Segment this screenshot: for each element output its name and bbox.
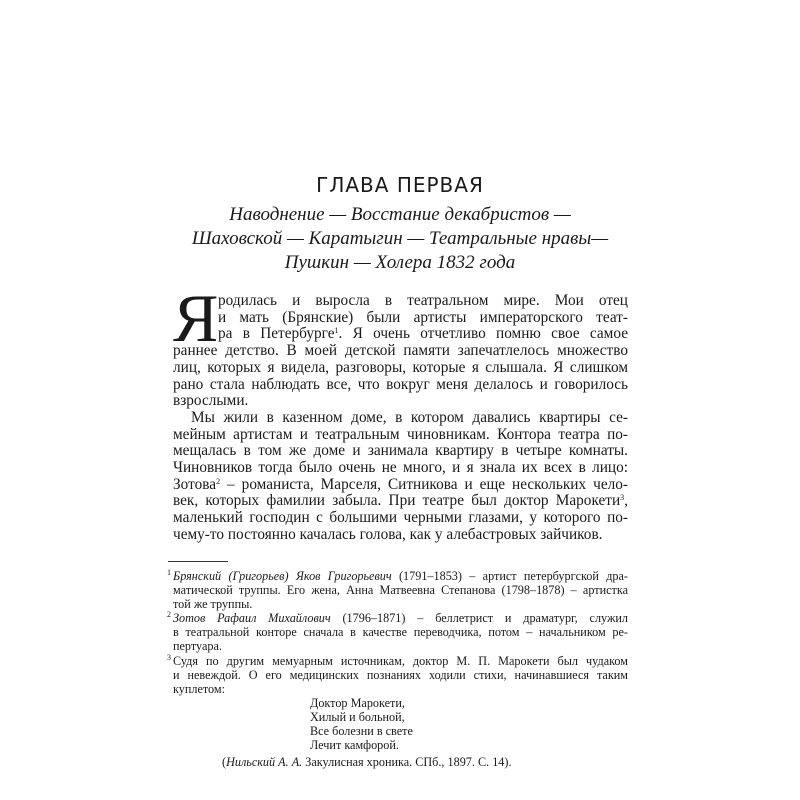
footnote-3 <box>167 652 628 668</box>
text-line: в театральной конторе сначала в качестве переводчика, потом – начальником ре- <box>173 625 628 640</box>
citation-text: Закулисная хроника. СПб., 1897. С. 14). <box>302 755 512 770</box>
text-line: раннее детство. В моей детской памяти запечатлелось множество <box>173 342 628 360</box>
text-line: и невеждой. О его медицинских познаниях ходили стихи, начинавшиеся таким <box>173 667 628 682</box>
footnotes <box>167 568 628 770</box>
text-line: матической труппы. Его жена, Анна Матвеевна Степанова (1798–1878) – артистка <box>173 583 628 598</box>
text: ра в Петербурге <box>218 325 335 343</box>
text: , <box>624 492 628 510</box>
text: . Я очень отчетливо помню свое самое <box>338 325 628 343</box>
footnote-number: 1 <box>167 568 171 577</box>
text-line <box>173 326 628 343</box>
text-line <box>173 477 628 494</box>
chapter-subtitle-line: Шаховской — Каратыгин — Театральные нравы— <box>191 228 609 249</box>
text-line: и мать (Брянские) были артисты императорского теат- <box>218 308 628 326</box>
footnote-1 <box>167 568 628 583</box>
text-line: куплетом: <box>173 681 225 696</box>
footnote-number: 2 <box>167 610 171 620</box>
text-line: Чиновников тогда было очень не много, и я знала их всех в лицо: <box>173 459 628 477</box>
text-line: рано стала наблюдать все, что вокруг меня делалось и говорилось <box>173 375 628 393</box>
poem-line: Лечит камфорой. <box>310 738 399 753</box>
footnote-separator <box>168 561 228 562</box>
text: Зотова <box>173 475 217 493</box>
text-line: лиц, которых я видела, разговоры, которые я слышала. Я слишком <box>173 358 628 376</box>
text-line: чему-то постоянно качалась голова, как у алебастровых зайчиков. <box>173 525 603 543</box>
poem-line: Все болезни в свете <box>310 724 413 739</box>
text-line: взрослыми. <box>173 392 249 410</box>
citation-author: Нильский А. А. <box>226 755 303 770</box>
chapter-subtitle-line: Наводнение — Восстание декабристов — <box>229 204 571 225</box>
text-line: Мы жили в казенном доме, в котором давались квартиры се- <box>191 408 628 426</box>
chapter-title: ГЛАВА ПЕРВАЯ <box>316 173 484 197</box>
footnote-name: Зотов Рафаил Михайлович <box>173 611 331 626</box>
chapter-subtitle-line: Пушкин — Холера 1832 года <box>284 252 516 273</box>
text-line: мейным артистам и театральным чиновникам. Контора театра по- <box>173 425 628 443</box>
text-line <box>173 493 628 510</box>
drop-cap: Я <box>173 280 219 356</box>
poem-line: Доктор Марокети, <box>310 695 405 710</box>
text-line: мещалась в том же доме и занимала квартиру в четыре комнаты. <box>173 442 628 460</box>
footnote-ref[interactable]: 1 <box>334 326 339 336</box>
text: век, которых фамилии забыла. При театре был доктор Марокети <box>173 492 621 510</box>
text-line: маленький господин с большими черными глазами, у которого по- <box>173 509 628 527</box>
text-line: пертуара. <box>173 639 222 654</box>
footnote-ref[interactable]: 2 <box>216 476 221 486</box>
poem-line: Хилый и больной, <box>310 709 405 724</box>
citation: (Нильский А. А. Закулисная хроника. СПб., 1897. С. 14). <box>222 755 512 770</box>
footnote-name: Брянский (Григорьев) Яков Григорьевич <box>173 569 392 583</box>
text-line: той же труппы. <box>173 597 253 612</box>
footnote-number: 3 <box>167 652 171 662</box>
text: Судя по другим мемуарным источникам, доктор М. П. Марокети был чудаком <box>173 653 628 668</box>
text: (1796–1871) – беллетрист и драматург, служил <box>330 611 628 626</box>
footnote-2 <box>167 610 628 626</box>
text-line: родилась и выросла в театральном мире. Мои отец <box>218 292 628 309</box>
text: (1791–1853) – артист петербургской дра- <box>391 569 628 583</box>
main-text <box>173 293 628 544</box>
text: – романиста, Марселя, Ситникова и еще нескольких чело- <box>220 475 628 493</box>
footnote-ref[interactable]: 3 <box>620 493 625 503</box>
